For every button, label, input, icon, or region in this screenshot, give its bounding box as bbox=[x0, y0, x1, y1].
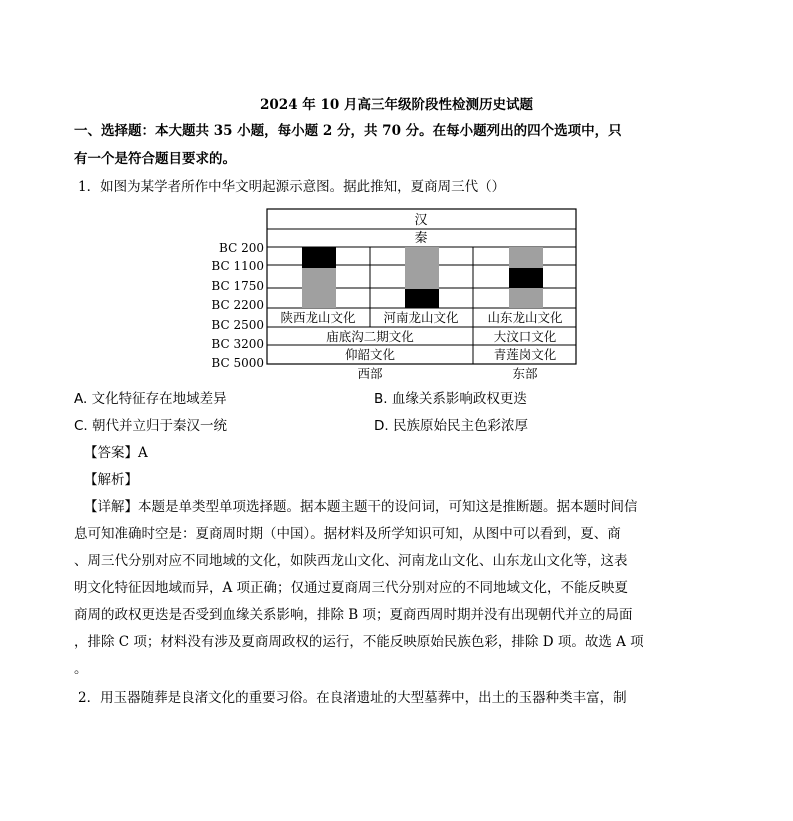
option-b: B. 血缘关系影响政权更迭 bbox=[374, 391, 527, 407]
time-label: BC 3200 bbox=[211, 337, 264, 351]
analysis-heading: 【解析】 bbox=[84, 472, 138, 488]
section-heading-line2: 有一个是符合题目要求的。 bbox=[74, 151, 236, 167]
detail-line: 【详解】本题是单类型单项选择题。据本题主题干的设问词，可知这是推断题。据本题时间信 bbox=[84, 499, 638, 515]
civilization-origin-diagram bbox=[210, 205, 590, 380]
bar-shandong-black bbox=[509, 268, 543, 288]
label-dawenkou: 大汶口文化 bbox=[493, 329, 557, 344]
detail-line: 息可知准确时空是：夏商周时期（中国）。据材料及所学知识可知，从图中可以看到，夏、商 bbox=[74, 526, 621, 542]
region-west: 西部 bbox=[357, 366, 383, 380]
detail-line: 明文化特征因地域而异，A 项正确；仅通过夏商周三代分别对应的不同地域文化，不能反映夏 bbox=[74, 580, 629, 596]
time-label: BC 5000 bbox=[211, 356, 264, 370]
section-heading-line1: 一、选择题：本大题共 35 小题，每小题 2 分，共 70 分。在每小题列出的四个选项中，只 bbox=[74, 123, 622, 139]
label-qinglian: 青莲岗文化 bbox=[493, 347, 557, 362]
bar-shandong-gray-top bbox=[509, 247, 543, 268]
bar-henan-gray bbox=[405, 247, 439, 289]
label-shaanxi-longshan: 陕西龙山文化 bbox=[280, 310, 356, 325]
time-label: BC 1750 bbox=[211, 279, 264, 293]
label-henan-longshan: 河南龙山文化 bbox=[383, 310, 459, 325]
bar-shaanxi-black bbox=[302, 247, 336, 268]
time-label: BC 1100 bbox=[211, 259, 264, 273]
detail-line: ，排除 C 项；材料没有涉及夏商周政权的运行，不能反映原始民族色彩，排除 D 项。故选 A 项 bbox=[74, 634, 644, 650]
answer-line: 【答案】A bbox=[84, 445, 148, 461]
time-label: BC 2200 bbox=[211, 298, 264, 312]
option-d: D. 民族原始民主色彩浓厚 bbox=[374, 418, 528, 434]
bar-henan-black bbox=[405, 289, 439, 308]
bar-shaanxi-gray bbox=[302, 268, 336, 308]
option-c: C. 朝代并立归于秦汉一统 bbox=[74, 418, 228, 434]
question-1-stem: 1．如图为某学者所作中华文明起源示意图。据此推知，夏商周三代（） bbox=[78, 179, 506, 195]
time-label: BC 2500 bbox=[211, 318, 264, 332]
label-yangshao: 仰韶文化 bbox=[344, 347, 396, 362]
label-shandong-longshan: 山东龙山文化 bbox=[487, 310, 563, 325]
time-label: BC 200 bbox=[219, 241, 264, 255]
detail-line: 商周的政权更迭是否受到血缘关系影响，排除 B 项；夏商西周时期并没有出现朝代并立的局面 bbox=[74, 607, 633, 623]
row-qin: 秦 bbox=[414, 231, 428, 246]
bar-shandong-gray-bottom bbox=[509, 288, 543, 308]
page-title: 2024 年 10 月高三年级阶段性检测历史试题 bbox=[260, 97, 533, 113]
row-han: 汉 bbox=[414, 213, 428, 228]
label-miaodigou: 庙底沟二期文化 bbox=[326, 329, 414, 344]
region-east: 东部 bbox=[512, 366, 538, 380]
question-2-stem: 2．用玉器随葬是良渚文化的重要习俗。在良渚遗址的大型墓葬中，出土的玉器种类丰富，制 bbox=[78, 690, 627, 706]
option-a: A. 文化特征存在地域差异 bbox=[74, 391, 227, 407]
detail-line: 。 bbox=[74, 661, 88, 677]
detail-line: 、周三代分别对应不同地域的文化，如陕西龙山文化、河南龙山文化、山东龙山文化等，这表 bbox=[74, 553, 628, 569]
